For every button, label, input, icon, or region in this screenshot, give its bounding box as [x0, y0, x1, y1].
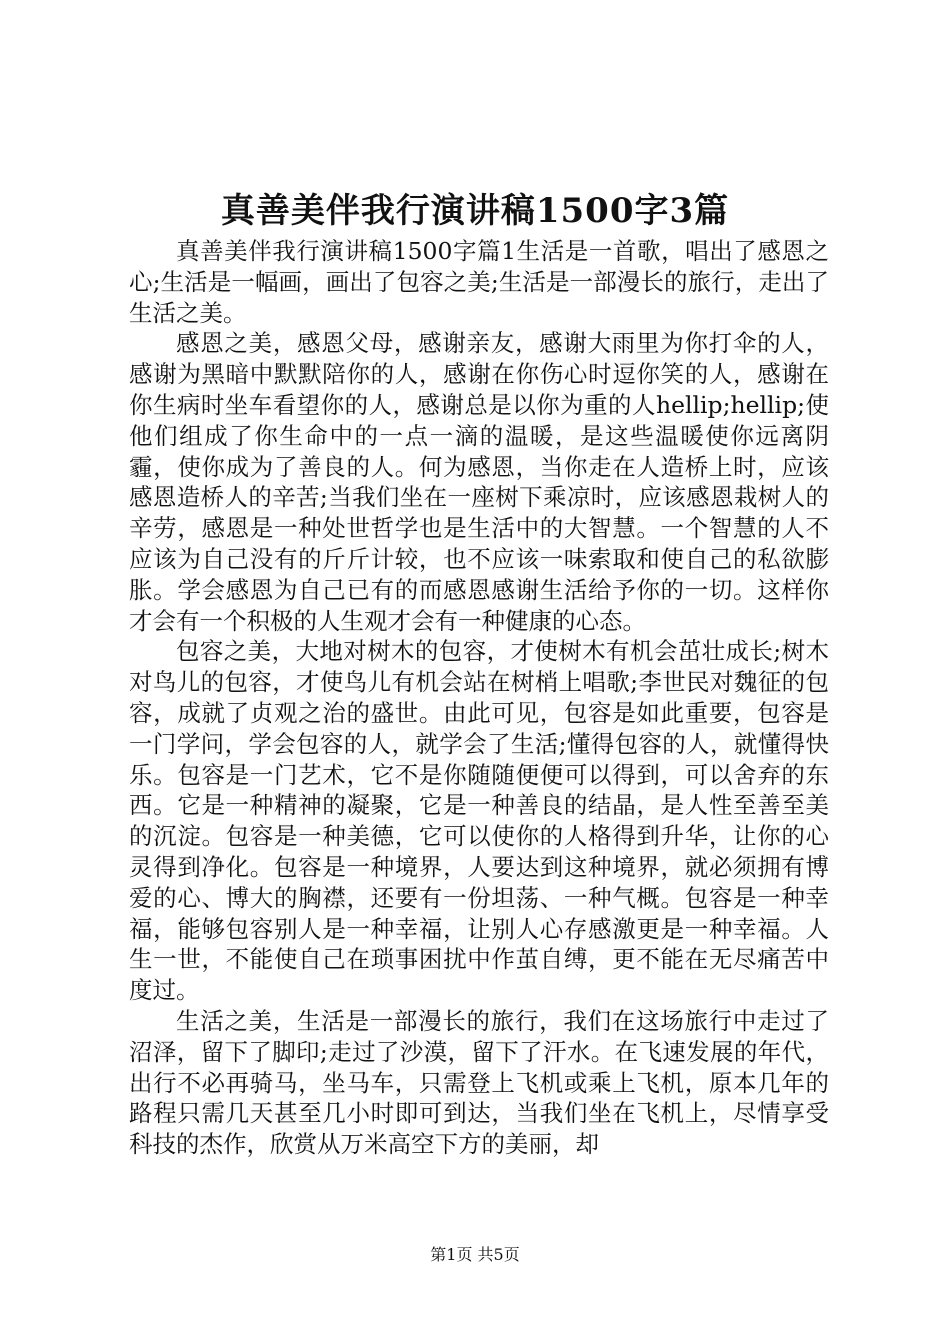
- paragraph-life: 生活之美，生活是一部漫长的旅行，我们在这场旅行中走过了沼泽，留下了脚印;走过了沙漠，留下了汗水。在飞速发展的年代，出行不必再骑马，坐马车，只需登上飞机或乘上飞机，原本几年的路程只需几天甚至几小时即可到达，当我们坐在飞机上，尽情享受科技的杰作，欣赏从万米高空下方的美丽，却: [129, 1006, 829, 1159]
- document-body: [129, 236, 829, 1160]
- paragraph-intro: 真善美伴我行演讲稿1500字篇1生活是一首歌，唱出了感恩之心;生活是一幅画，画出了包容之美;生活是一部漫长的旅行，走出了生活之美。: [129, 237, 829, 327]
- page-number-footer: 第1页 共5页: [430, 1245, 520, 1264]
- paragraph-gratitude: 感恩之美，感恩父母，感谢亲友，感谢大雨里为你打伞的人，感谢为黑暗中默默陪你的人，感谢在你伤心时逗你笑的人，感谢在你生病时坐车看望你的人，感谢总是以你为重的人hellip;hellip;使他们组成了你生命中的一点一滴的温暖，是这些温暖使你远离阴霾，使你成为了善良的人。何为感恩，当你走在人造桥上时，应该感恩造桥人的辛苦;当我们坐在一座树下乘凉时，应该感恩栽树人的辛劳，感恩是一种处世哲学也是生活中的大智慧。一个智慧的人不应该为自己没有的斤斤计较，也不应该一味索取和使自己的私欲膨胀。学会感恩为自己已有的而感恩感谢生活给予你的一切。这样你才会有一个积极的人生观才会有一种健康的心态。: [129, 329, 829, 635]
- paragraph-tolerance: 包容之美，大地对树木的包容，才使树木有机会茁壮成长;树木对鸟儿的包容，才使鸟儿有机会站在树梢上唱歌;李世民对魏征的包容，成就了贞观之治的盛世。由此可见，包容是如此重要，包容是一门学问，学会包容的人，就学会了生活;懂得包容的人，就懂得快乐。包容是一门艺术，它不是你随随便便可以得到，可以舍弃的东西。它是一种精神的凝聚，它是一种善良的结晶，是人性至善至美的沉淀。包容是一种美德，它可以使你的人格得到升华，让你的心灵得到净化。包容是一种境界，人要达到这种境界，就必须拥有博爱的心、博大的胸襟，还要有一份坦荡、一种气概。包容是一种幸福，能够包容别人是一种幸福，让别人心存感激更是一种幸福。人生一世，不能使自己在琐事困扰中作茧自缚，更不能在无尽痛苦中度过。: [129, 637, 829, 1005]
- document-title: 真善美伴我行演讲稿1500字3篇: [220, 191, 730, 231]
